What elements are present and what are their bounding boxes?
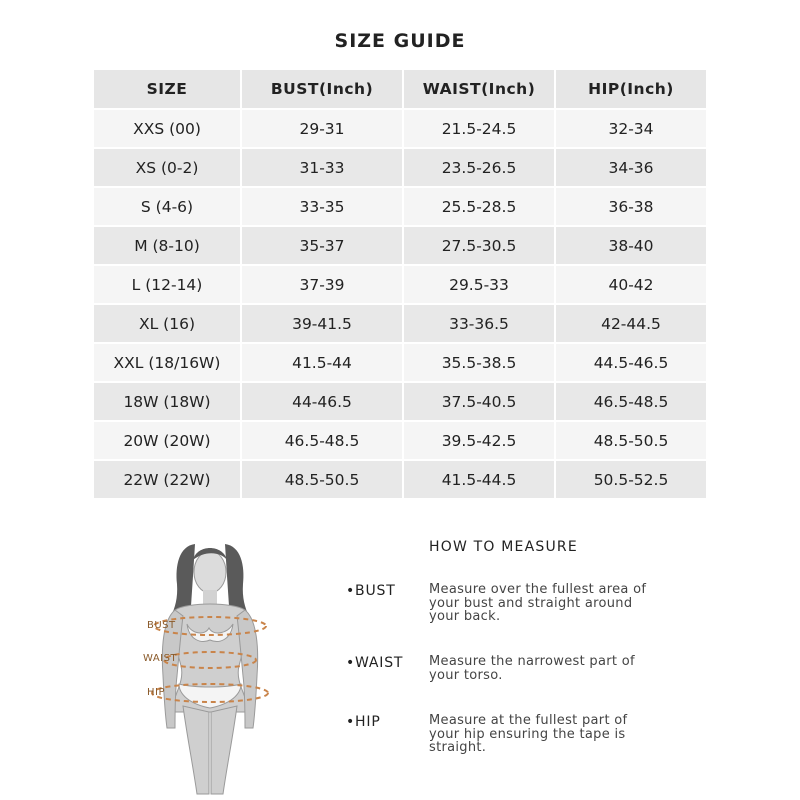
table-row	[94, 305, 706, 342]
hip-cell: 42-44.5	[556, 305, 706, 342]
female-figure-icon	[135, 536, 285, 796]
size-cell: 18W (18W)	[94, 383, 240, 420]
waist-cell: 35.5-38.5	[404, 344, 554, 381]
waist-cell: 33-36.5	[404, 305, 554, 342]
hip-cell: 40-42	[556, 266, 706, 303]
table-row	[94, 461, 706, 498]
figure-label-waist: WAIST	[143, 653, 178, 664]
figure-label-bust: BUST	[147, 620, 176, 631]
table-row	[94, 149, 706, 186]
page-title: SIZE GUIDE	[334, 30, 466, 52]
size-cell: XL (16)	[94, 305, 240, 342]
waist-cell: 23.5-26.5	[404, 149, 554, 186]
hip-cell: 38-40	[556, 227, 706, 264]
column-header-waist: WAIST(Inch)	[404, 70, 554, 108]
hip-cell: 32-34	[556, 110, 706, 147]
size-cell: XXS (00)	[94, 110, 240, 147]
table-row	[94, 188, 706, 225]
waist-cell: 37.5-40.5	[404, 383, 554, 420]
size-cell: XS (0-2)	[94, 149, 240, 186]
hip-cell: 36-38	[556, 188, 706, 225]
waist-cell: 27.5-30.5	[404, 227, 554, 264]
table-row	[94, 227, 706, 264]
size-table	[92, 68, 708, 500]
bust-cell: 44-46.5	[242, 383, 402, 420]
body-measurement-figure	[135, 536, 285, 796]
size-cell: 20W (20W)	[94, 422, 240, 459]
how-to-measure-title: HOW TO MEASURE	[429, 539, 578, 555]
measure-description: Measure at the fullest part of your hip ensuring the tape is straight.	[429, 713, 628, 755]
column-header-size: SIZE	[94, 70, 240, 108]
bust-cell: 31-33	[242, 149, 402, 186]
table-row	[94, 266, 706, 303]
column-header-bust: BUST(Inch)	[242, 70, 402, 108]
bust-cell: 46.5-48.5	[242, 422, 402, 459]
measure-term: •HIP	[346, 714, 381, 730]
size-cell: 22W (22W)	[94, 461, 240, 498]
table-header-row	[94, 70, 706, 108]
table-row	[94, 344, 706, 381]
bust-cell: 35-37	[242, 227, 402, 264]
size-cell: M (8-10)	[94, 227, 240, 264]
measure-description: Measure the narrowest part of your torso.	[429, 654, 635, 683]
bust-cell: 29-31	[242, 110, 402, 147]
measure-term: •WAIST	[346, 655, 404, 671]
table-row	[94, 383, 706, 420]
waist-cell: 39.5-42.5	[404, 422, 554, 459]
waist-cell: 21.5-24.5	[404, 110, 554, 147]
hip-cell: 48.5-50.5	[556, 422, 706, 459]
hip-cell: 46.5-48.5	[556, 383, 706, 420]
measure-term: •BUST	[346, 583, 396, 599]
hip-cell: 50.5-52.5	[556, 461, 706, 498]
size-cell: S (4-6)	[94, 188, 240, 225]
bust-cell: 39-41.5	[242, 305, 402, 342]
column-header-hip: HIP(Inch)	[556, 70, 706, 108]
waist-cell: 25.5-28.5	[404, 188, 554, 225]
waist-cell: 41.5-44.5	[404, 461, 554, 498]
bust-cell: 48.5-50.5	[242, 461, 402, 498]
table-row	[94, 422, 706, 459]
bust-cell: 37-39	[242, 266, 402, 303]
bust-cell: 41.5-44	[242, 344, 402, 381]
table-row	[94, 110, 706, 147]
size-cell: XXL (18/16W)	[94, 344, 240, 381]
figure-label-hip: HIP	[147, 687, 165, 698]
hip-cell: 44.5-46.5	[556, 344, 706, 381]
hip-cell: 34-36	[556, 149, 706, 186]
measure-description: Measure over the fullest area of your bust and straight around your back.	[429, 582, 647, 624]
size-cell: L (12-14)	[94, 266, 240, 303]
waist-cell: 29.5-33	[404, 266, 554, 303]
bust-cell: 33-35	[242, 188, 402, 225]
